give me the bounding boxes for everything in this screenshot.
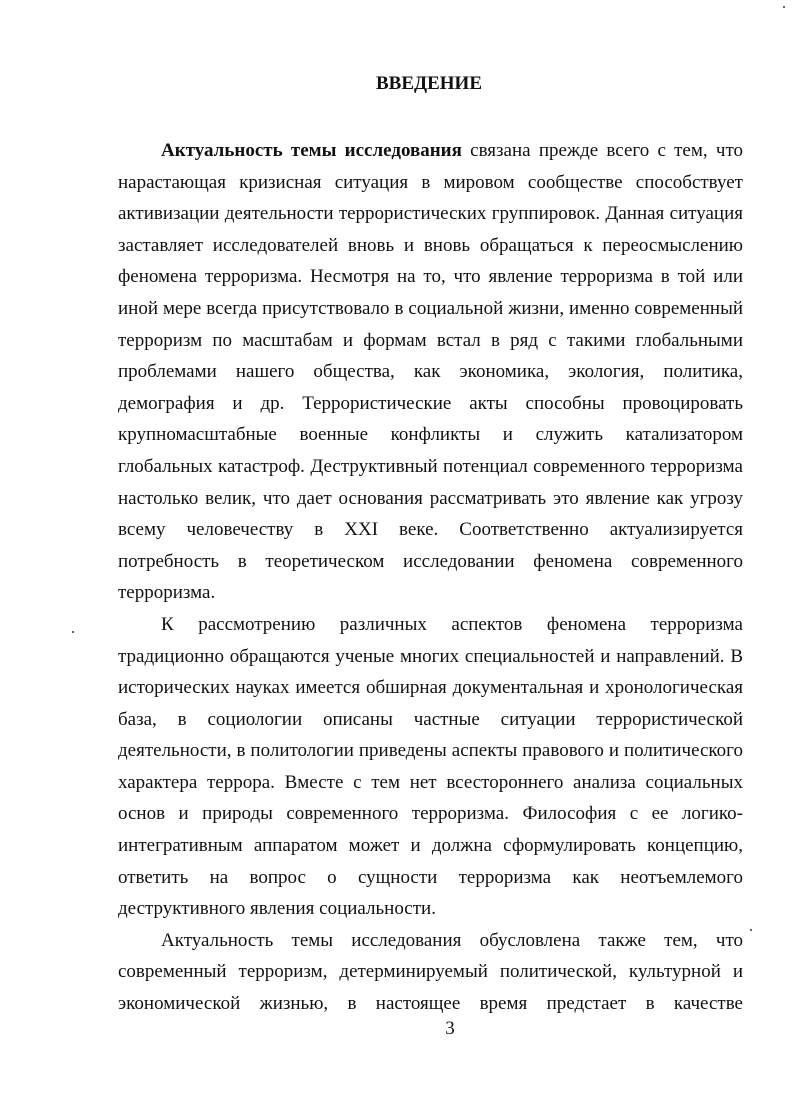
text-line: демография и др. Террористические акты способны провоцировать [118, 392, 743, 414]
text-line: феномена терроризма. Несмотря на то, что явление терроризма в той или [118, 266, 743, 288]
body-text [118, 135, 743, 1020]
text-line: терроризма. [118, 582, 216, 604]
text-line: деятельности, в политологии приведены аспекты правового и политического [118, 740, 743, 762]
text-line: традиционно обращаются ученые многих специальностей и направлений. В [118, 645, 743, 667]
text-line: нарастающая кризисная ситуация в мировом сообществе способствует [118, 171, 743, 193]
page-title: ВВЕДЕНИЕ [376, 73, 482, 94]
text-line: всему человечеству в XXI веке. Соответственно актуализируется [118, 519, 743, 541]
paragraph [118, 135, 743, 609]
text-line: характера террора. Вместе с тем нет всестороннего анализа социальных [118, 771, 743, 793]
text-line [118, 135, 743, 167]
text-line: К рассмотрению различных аспектов феномена терроризма [161, 613, 743, 635]
text-line: современный терроризм, детерминируемый политической, культурной и [118, 961, 743, 983]
text-line: крупномасштабные военные конфликты и служить катализатором [118, 424, 743, 446]
text-line: потребность в теоретическом исследовании феномена современного [118, 550, 743, 572]
text-line: база, в социологии описаны частные ситуации террористической [118, 708, 743, 730]
scan-speck [783, 6, 785, 8]
text-line: активизации деятельности террористических группировок. Данная ситуация [118, 203, 743, 225]
scan-speck [72, 631, 74, 633]
text-line: деструктивного явления социальности. [118, 898, 436, 920]
text-line: исторических науках имеется обширная документальная и хронологическая [118, 677, 743, 699]
text-line: ответить на вопрос о сущности терроризма как неотъемлемого [118, 866, 743, 888]
text-line: терроризм по масштабам и формам встал в ряд с такими глобальными [118, 329, 743, 351]
text-line: интегративным аппаратом может и должна сформулировать концепцию, [118, 835, 743, 857]
text-line: основ и природы современного терроризма. Философия с ее логико- [118, 803, 743, 825]
text-line: проблемами нашего общества, как экономика, экология, политика, [118, 361, 743, 383]
bold-lead: Актуальность темы исследования [161, 140, 462, 161]
page-number: 3 [445, 1018, 455, 1039]
text-line: настолько велик, что дает основания рассматривать это явление как угрозу [118, 487, 743, 509]
line-text: связана прежде всего с тем, что [461, 140, 743, 161]
paragraph [118, 609, 743, 925]
paragraph [118, 925, 743, 1020]
text-line: Актуальность темы исследования обусловлена также тем, что [161, 929, 743, 951]
text-line: экономической жизнью, в настоящее время предстает в качестве [118, 993, 743, 1015]
text-line: иной мере всегда присутствовало в социальной жизни, именно современный [118, 297, 743, 319]
text-line: заставляет исследователей вновь и вновь обращаться к переосмыслению [118, 234, 743, 256]
text-line: глобальных катастроф. Деструктивный потенциал современного терроризма [118, 455, 743, 477]
scan-speck [750, 929, 752, 931]
